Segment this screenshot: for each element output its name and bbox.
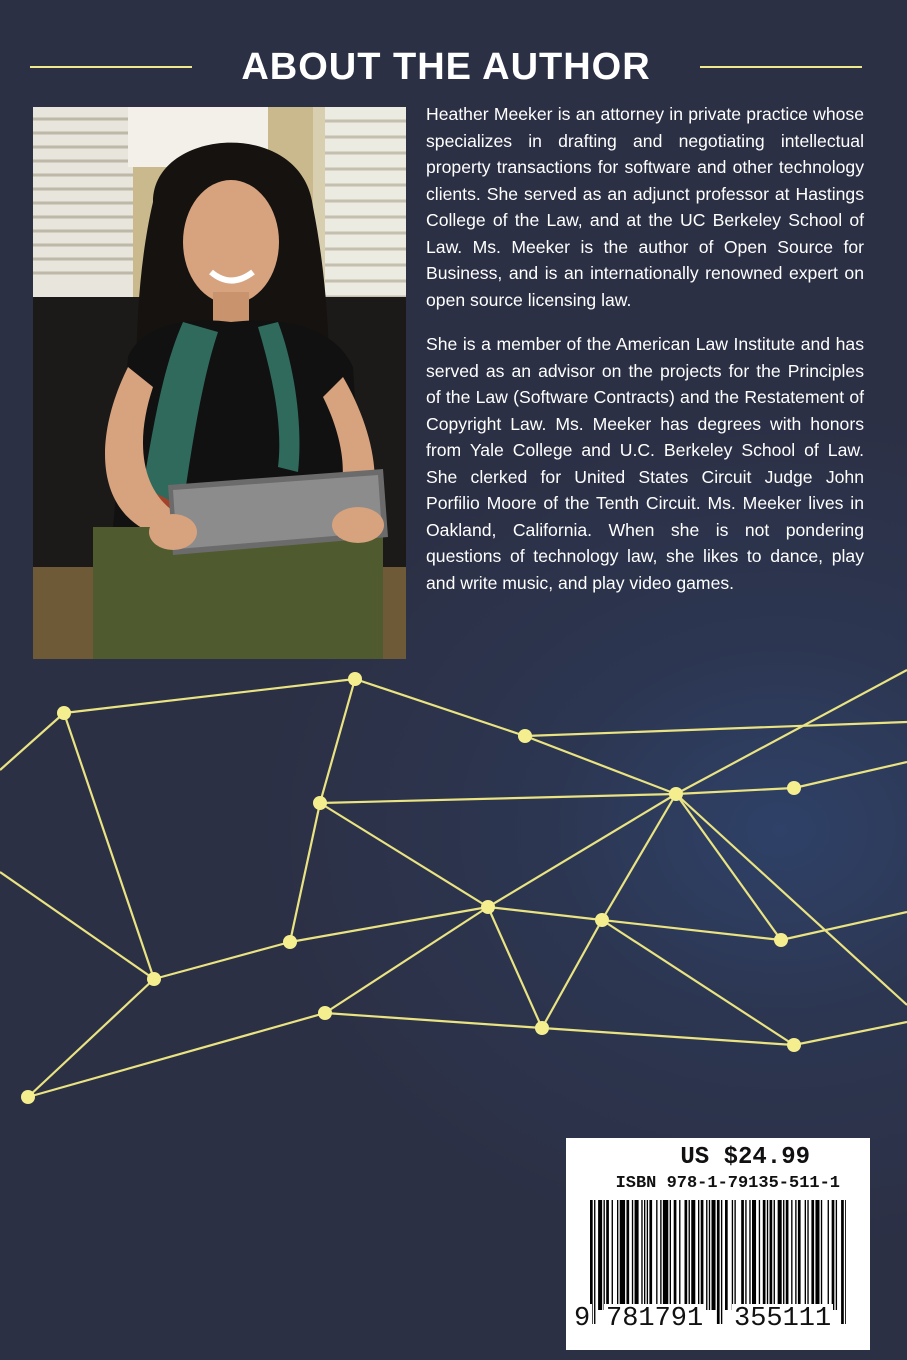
barcode-bar	[644, 1200, 645, 1310]
author-bio	[426, 101, 864, 614]
barcode-digits-right: 355111	[734, 1304, 832, 1334]
barcode-bar	[712, 1200, 716, 1310]
barcode-bar	[717, 1200, 720, 1324]
barcode-bar	[811, 1200, 814, 1310]
network-graphic	[0, 650, 907, 1120]
barcode-bar	[698, 1200, 699, 1310]
barcode-bar	[649, 1200, 652, 1310]
barcode-bar	[689, 1200, 690, 1310]
bio-paragraph-2: She is a member of the American Law Institute and has served as an advisor on the projects for the Principles of the Law (Software Contracts) and the Restatement of Copyright Law. Ms. Meeker has degrees with honors from Yale College and U.C. Berkeley School of Law. She clerked for United States Circuit Judge John Porfilio Moore of the Tenth Circuit. Ms. Meeker lives in Oakland, California. When she is not pondering questions of technology law, she likes to dance, play and write music, and play video games.	[426, 334, 864, 593]
barcode-bar	[598, 1200, 602, 1310]
barcode-bar	[709, 1200, 710, 1310]
author-photo	[33, 107, 406, 659]
barcode-bar	[752, 1200, 756, 1310]
barcode-bar	[805, 1200, 806, 1310]
isbn-text: ISBN 978-1-79135-511-1	[615, 1174, 840, 1193]
barcode-bar	[606, 1200, 609, 1310]
network-nodes	[21, 672, 801, 1104]
barcode-bar	[841, 1200, 844, 1324]
barcode-bar	[725, 1200, 728, 1310]
barcode-bar	[701, 1200, 704, 1310]
barcode-bar	[845, 1200, 846, 1324]
barcode-label	[566, 1138, 870, 1350]
barcode-bar	[745, 1200, 746, 1310]
barcode-bar	[734, 1200, 735, 1310]
barcode-bar	[770, 1200, 773, 1310]
barcode-bar	[821, 1200, 822, 1310]
barcode-bar	[763, 1200, 766, 1310]
barcode-bar	[795, 1200, 796, 1310]
bio-paragraph-1: Heather Meeker is an attorney in private practice whose specializes in drafting and negotiating intellectual property transactions for software and other technology clients. She served as an adjunct professor at Hastings College of the Law, and at the UC Berkeley School of Law. Ms. Meeker is the author of Open Source for Business, and is an internationally renowned expert on open source licensing law.	[426, 104, 864, 310]
barcode-bar	[815, 1200, 819, 1310]
page-title: ABOUT THE AUTHOR	[241, 46, 651, 88]
barcode-bar	[832, 1200, 835, 1310]
barcode-bar	[604, 1200, 605, 1310]
barcode-bar	[594, 1200, 595, 1324]
barcode-bar	[663, 1200, 668, 1310]
barcode-bar	[685, 1200, 688, 1310]
barcode-bar	[786, 1200, 789, 1310]
barcode-bar	[641, 1200, 642, 1310]
barcode-bar	[732, 1200, 733, 1310]
barcode-bar	[635, 1200, 639, 1310]
barcode-bar	[617, 1200, 618, 1310]
barcode-digit-lead: 9	[574, 1304, 591, 1334]
heading-rule-left	[30, 66, 192, 68]
heading-rule-right	[700, 66, 862, 68]
barcode-bar	[670, 1200, 671, 1310]
barcode-bar	[626, 1200, 629, 1310]
barcode-bar	[759, 1200, 760, 1310]
barcode-bar	[620, 1200, 625, 1310]
barcode-bar	[791, 1200, 792, 1310]
barcode-bar	[807, 1200, 808, 1310]
barcode-bar	[632, 1200, 633, 1310]
network-lines	[0, 670, 907, 1097]
barcode-bar	[674, 1200, 677, 1310]
barcode-bar	[828, 1200, 829, 1310]
barcode-bar	[778, 1200, 782, 1310]
barcode-bar	[783, 1200, 784, 1310]
barcode-bar	[612, 1200, 613, 1310]
barcode-bar	[706, 1200, 707, 1310]
barcode-bar	[647, 1200, 648, 1310]
barcode-bar	[691, 1200, 695, 1310]
barcode-bar	[679, 1200, 680, 1310]
barcode-digits-left: 781791	[606, 1304, 704, 1334]
barcode-bar	[836, 1200, 837, 1310]
barcode-bar	[798, 1200, 801, 1310]
barcode-bar	[721, 1200, 722, 1324]
barcode-bar	[660, 1200, 661, 1310]
barcode-bar	[656, 1200, 657, 1310]
barcode-bar	[749, 1200, 750, 1310]
barcode-bar	[767, 1200, 768, 1310]
price-text: US $24.99	[680, 1144, 810, 1171]
barcode-bar	[774, 1200, 775, 1310]
barcode-bar	[741, 1200, 744, 1310]
